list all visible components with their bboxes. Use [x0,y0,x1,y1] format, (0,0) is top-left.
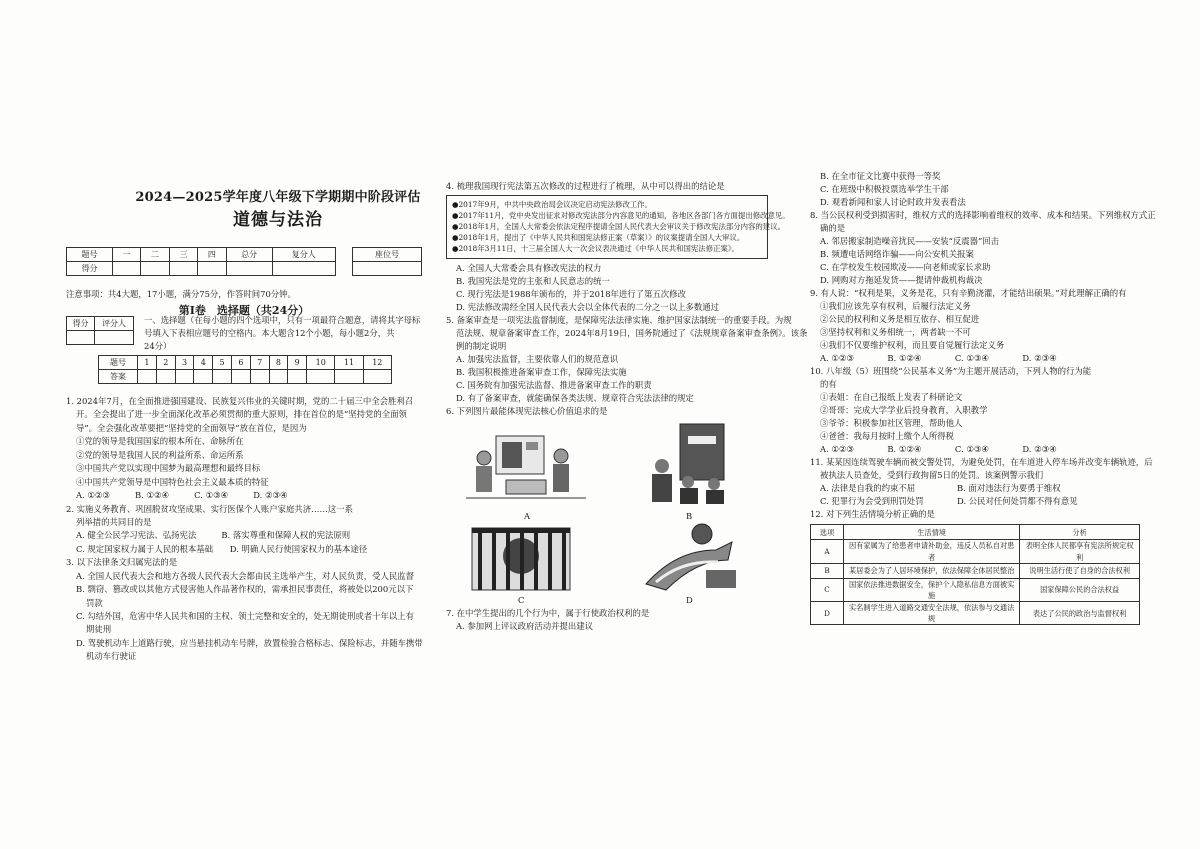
answer-number: 2 [156,356,175,370]
answer-number: 10 [307,356,335,370]
answer-number: 6 [231,356,250,370]
answer-number: 12 [363,356,391,370]
score-header: 四 [198,248,226,262]
option-line: A. 全国人大常委会具有修改宪法的权力 [456,262,602,273]
option-line: D. 有了备案审查，就能确保各类法规、规章符合宪法法律的规定 [456,392,694,403]
option-line: C. 在学校发生校园欺凌——向老师或家长求助 [820,262,991,273]
option-line: A. 邻居搬家制造噪音扰民——安装“反震器”回击 [820,236,1000,247]
answer-cell[interactable] [288,370,307,384]
instruction-line: 号填入下表相应题号的空格内。本大题含12个小题，每小题2分，共 [144,328,395,339]
option-line: D. 观看新闻和家人讨论时政并发表看法 [820,197,966,208]
grader-cell[interactable] [95,331,134,345]
score-header: 复分人 [272,248,335,262]
answer-cell[interactable] [363,370,391,384]
answer-number: 8 [269,356,288,370]
column-1-questions [66,395,422,664]
q12-cell: 表明全体人民都享有宪法所规定权利 [1020,540,1140,563]
answer-number: 3 [175,356,194,370]
grader-cell[interactable] [67,331,95,345]
q4-material-box [446,195,790,259]
exam-title: 2024—2025学年度八年级下学期期中阶段评估 [135,190,421,205]
option-line: ①我们应该先享有权利，后履行法定义务 [820,301,971,312]
option-line: B. 我国积极推进备案审查工作，保障宪法实施 [456,366,627,377]
option-line: ①党的领导是我国国家的根本所在、命脉所在 [76,436,244,447]
image-d-hands-holding [636,520,746,594]
score-cell[interactable] [226,262,272,276]
option-line: ④我们不仅要维护权利，而且要自觉履行法定义务 [820,340,1005,351]
option-line: ②公民的权利和义务是相互依存、相互促进 [820,314,980,325]
instruction-line: 24分） [144,341,172,352]
q12-header: 生活情境 [844,525,1020,540]
score-header: 二 [141,248,169,262]
option-line: 罚款 [86,597,103,608]
q12-cell: 某居委会为了人居环境保护，依法保障全体居民整治 [844,563,1020,578]
option-line: ②党的领导是我国人民的利益所系、命运所系 [76,449,244,460]
q12-table [810,524,1140,625]
column-3-questions [810,170,1156,625]
material-line: ●2018年1月，全国人大常委会依法定程序提请全国人民代表大会审议关于修改宪法部分内容的建议。 [452,222,785,232]
question-line: 的有 [820,379,837,390]
q12-cell: 实名制学生进入道路交通安全法规，依法参与交通法规 [844,602,1020,625]
question-line: 列举措的共同目的是 [76,516,152,527]
instruction-line: 一、选择题（在每小题的四个选项中，只有一项最符合题意，请将其字母标 [144,315,421,325]
column-2-questions [446,180,808,633]
answer-cell[interactable] [250,370,269,384]
question-line: 1. 2024年7月，在全面推进强国建设、民族复兴伟业的关键时期，党的二十届三中全会胜利召 [66,396,414,406]
question-line: 12. 对下列生活情境分析正确的是 [810,509,935,520]
option-line: A. ①②③ B. ①②④ C. ①③④ D. ②③④ [820,444,1057,455]
answer-cell[interactable] [231,370,250,384]
material-line: ●2018年3月11日，十三届全国人大一次会议表决通过《中华人民共和国宪法修正案》。 [452,244,739,254]
section-instructions [144,314,424,353]
answer-table [98,355,392,384]
option-line: ③中国共产党以实现中国梦为最高理想和最终目标 [76,463,261,474]
option-line: D. 宪法修改需经全国人民代表大会以全体代表的二分之一以上多数通过 [456,301,719,312]
seat-cell[interactable] [353,262,422,276]
option-line: 机动车行驶证 [86,651,137,662]
score-cell[interactable] [169,262,197,276]
question-line: 8. 当公民权利受到损害时，维权方式的选择影响着维权的效率、成本和结果。下列维权方式正 [810,210,1156,221]
image-caption: B [686,510,693,521]
question-line: 范法规、规章备案审查工作，2024年8月19日，国务院通过了《法规规章备案审查条例》。该条 [456,327,808,338]
answer-number: 5 [213,356,232,370]
option-line: C. 犯罪行为会受到刑罚处罚 D. 公民对任何处罚都不得有意见 [820,496,1078,507]
option-line: A. ①②③ B. ①②④ C. ①③④ D. ②③④ [820,353,1057,364]
grader-table [66,316,134,345]
score-cell[interactable] [198,262,226,276]
option-line: C. 在班级中积极投票选举学生干部 [820,184,949,195]
answer-row-label: 题号 [99,356,138,370]
q12-header: 选项 [811,525,844,540]
question-line: 确的是 [820,223,846,234]
answer-cell[interactable] [156,370,175,384]
option-line: ④中国共产党领导是中国特色社会主义最本质的特征 [76,476,269,487]
notice: 注意事项：共4大题，17小题，满分75分，作答时间70分钟。 [66,289,296,299]
image-b-people-with-book [636,422,756,506]
question-line: 导”。全会强化改革要把“坚持党的全面领导”放在首位，是因为 [76,422,307,433]
option-line: ③爷爷：积极参加社区管理，帮助他人 [820,418,963,429]
question-line: 例的制定说明 [456,340,507,351]
option-line: ④爸爸：我每月按时上缴个人所得税 [820,431,954,442]
material-line: ●2017年9月，中共中央政治局会议决定启动宪法修改工作。 [452,200,652,210]
q6-images [446,422,768,607]
answer-number: 7 [250,356,269,370]
score-cell[interactable] [112,262,140,276]
q12-cell: C [811,578,844,601]
q12-cell: 表达了公民的政治与监督权利 [1020,602,1140,625]
answer-number: 4 [194,356,213,370]
q12-cell: B [811,563,844,578]
answer-number: 1 [138,356,157,370]
seat-label: 座位号 [353,248,422,262]
option-line: D. 驾驶机动车上道路行驶，应当悬挂机动车号牌，放置检验合格标志、保险标志，并随车携带 [76,637,423,648]
seat-table [352,247,422,276]
answer-cell[interactable] [213,370,232,384]
part1-title: 第Ⅰ卷 选择题（共24分） [178,304,310,317]
q12-cell: 说明生活行使了自身的合法权利 [1020,563,1140,578]
option-line: 期徒刑 [86,624,112,635]
option-line: B. 我国宪法是党的主张和人民意志的统一 [456,275,610,286]
score-table [66,247,336,276]
q12-header: 分析 [1020,525,1140,540]
image-a-people-reading-constitution [466,428,586,506]
answer-cell[interactable] [269,370,288,384]
question-line: 7. 在中学生提出的几个行为中，属于行使政治权利的是 [446,607,650,618]
answer-cell[interactable] [307,370,335,384]
answer-row-label: 答案 [99,370,138,384]
score-header: 总分 [226,248,272,262]
q12-cell: 国家保障公民的合法权益 [1020,578,1140,601]
option-line: C. 现行宪法是1988年颁布的，并于2018年进行了第五次修改 [456,288,686,299]
material-line: ●2018年1月，提出了《中华人民共和国宪法修正案（草案）》的议案提请全国人大审议。 [452,233,745,243]
score-cell[interactable] [141,262,169,276]
image-c-prison-cell [466,524,576,594]
question-line: 3. 以下法律条文归属宪法的是 [66,557,178,568]
score-header: 题号 [67,248,113,262]
score-header: 一 [112,248,140,262]
question-line: 11. 某某因连续驾驶车辆而被交警处罚，为避免处罚，在车道进入停车场并改变车辆轨迹，后 [810,457,1153,468]
q12-cell: D [811,602,844,625]
question-line: 5. 备案审查是一项宪法监督制度，是保障宪法法律实施、维护国家法制统一的重要手段。为规 [446,314,792,325]
question-line: 2. 实施义务教育、巩固脱贫攻坚成果、实行医保个人账户家庭共济……这一系 [66,503,354,514]
q12-cell: 国家依法推进数据安全，保护个人隐私信息方面被实施 [844,578,1020,601]
answer-cell[interactable] [138,370,157,384]
option-line: ②哥哥：完成大学学业后投身教育，入职教学 [820,405,988,416]
option-line: ①表姐：在自己报纸上发表了科研论文 [820,392,963,403]
subject-title: 道德与法治 [233,210,323,230]
image-caption: C [518,594,525,605]
score-cell[interactable] [272,262,335,276]
grader-header: 评分人 [95,317,134,331]
answer-number: 9 [288,356,307,370]
image-caption: A [524,510,531,521]
option-line: D. 网购对方拖延发货——提请仲裁机构裁决 [820,275,983,286]
option-line: A. 参加网上评议政府活动并提出建议 [456,620,593,631]
question-line: 6. 下列图片最能体现宪法核心价值追求的是 [446,405,608,416]
q12-cell: A [811,540,844,563]
option-line: A. 全国人民代表大会和地方各级人民代表大会都由民主选举产生，对人民负责，受人民监督 [76,570,414,581]
answer-cell[interactable] [194,370,213,384]
option-line: C. 规定国家权力属于人民的根本基础 D. 明确人民行使国家权力的基本途径 [76,543,368,554]
grader-header: 得分 [67,317,95,331]
option-line: B. 在全市征文比赛中获得一等奖 [820,171,941,181]
option-line: A. 加强宪法监督，主要依靠人们的规范意识 [456,353,619,364]
score-header: 三 [169,248,197,262]
q12-cell: 因有家属为了给患者申请补助金，违反人员私自对患者 [844,540,1020,563]
option-line: C. 国务院有加强宪法监督、推进备案审查工作的职责 [456,379,652,390]
option-line: A. ①②③ B. ①②④ C. ①③④ D. ②③④ [76,490,288,501]
question-line: 10. 八年级（5）班围绕“公民基本义务”为主题开展活动，下列人物的行为能 [810,366,1092,377]
option-line: C. 勾结外国，危害中华人民共和国的主权、领土完整和安全的，处无期徒刑或者十年以上有 [76,611,415,621]
question-line: 被执法人员查处，受到行政拘留5日的处罚。该案例警示我们 [820,470,1044,481]
option-line: B. 频遭电话网络诈骗——向公安机关报案 [820,249,974,260]
question-line: 开。全会提出了进一步全面深化改革必须贯彻的重大原则，排在首位的是“坚持党的全面领 [76,409,407,420]
option-line: A. 法律是自我的约束不屈 B. 面对违法行为要勇于维权 [820,483,1061,494]
material-line: ●2017年11月，党中央发出征求对修改宪法部分内容意见的通知，各地区各部门各方面提出修改意见。 [452,211,790,221]
option-line: A. 健全公民学习宪法、弘扬宪法 B. 落实尊重和保障人权的宪法原则 [76,530,351,541]
image-caption: D [686,594,693,605]
question-line: 4. 梳理我国现行宪法第五次修改的过程进行了梳理，从中可以得出的结论是 [446,181,725,191]
score-row-label: 得分 [67,262,113,276]
option-line: B. 剽窃、篡改或以其他方式侵害他人作品著作权的，需承担民事责任，将被处以200元以下 [76,584,414,595]
answer-number: 11 [335,356,363,370]
answer-cell[interactable] [175,370,194,384]
question-line: 9. 有人说：“权利是果，义务是花，只有辛勤浇灌，才能结出硕果。”对此理解正确的有 [810,288,1127,299]
option-line: ③坚持权利和义务相统一，两者缺一不可 [820,327,971,338]
answer-cell[interactable] [335,370,363,384]
